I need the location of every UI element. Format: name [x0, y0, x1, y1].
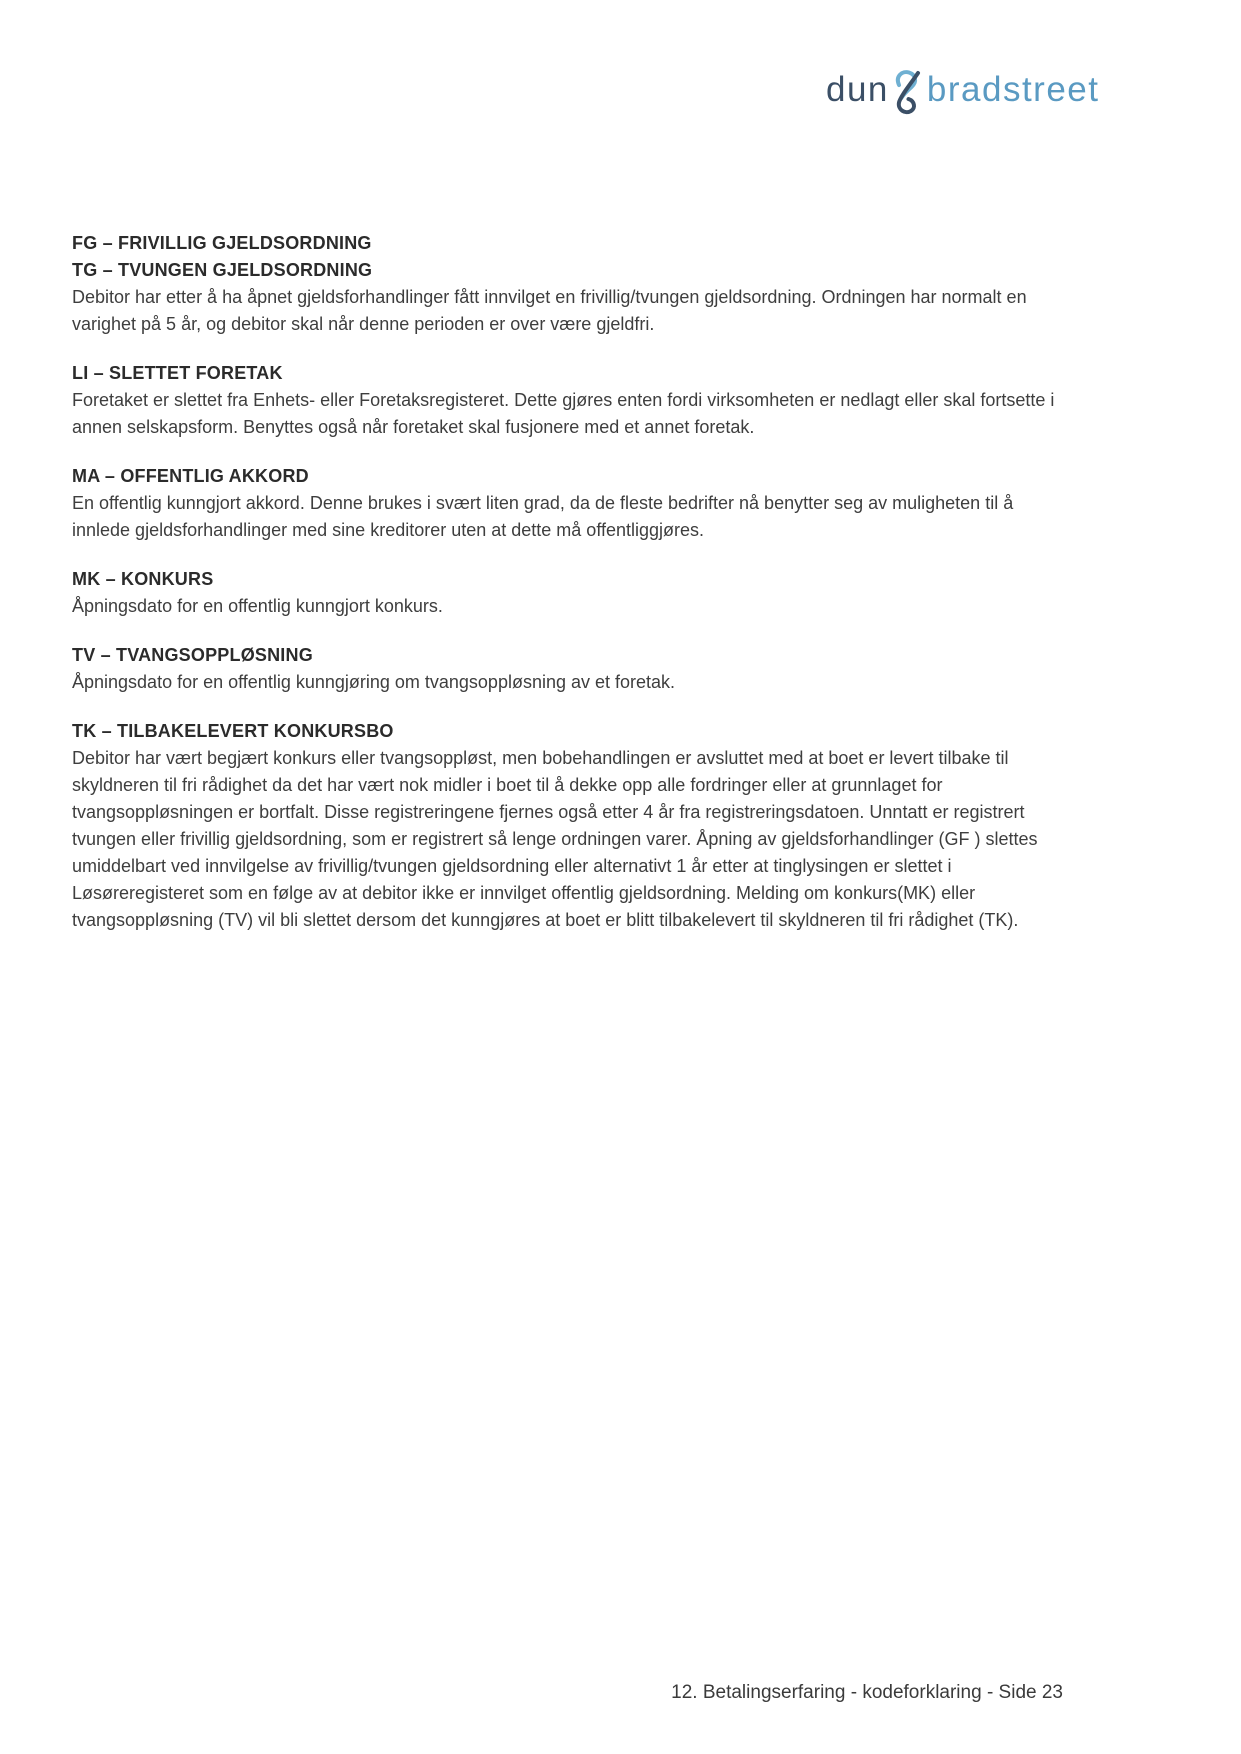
section-heading: TG – TVUNGEN GJELDSORDNING: [72, 260, 373, 280]
section-heading: LI – SLETTET FORETAK: [72, 363, 283, 383]
section-body: Debitor har vært begjært konkurs eller tvangsoppløst, men bobehandlingen er avsluttet med at boet er levert tilbake til skyldneren til fri rådighet da det har vært nok midler i boet til å dekke opp alle fordringer eller at grunnlaget for tvangsoppløsningen er bortfalt. Disse registreringene fjernes også etter 4 år fra registreringsdatoen. Unntatt er registrert tvungen eller frivillig gjeldsordning, som er registrert så lenge ordningen varer. Åpning av gjeldsforhandlinger (GF ) slettes umiddelbart ved innvilgelse av frivillig/tvungen gjeldsordning eller alternativt 1 år etter at tinglysingen er slettet i Løsøreregisteret som en følge av at debitor ikke er innvilget offentlig gjeldsordning. Melding om konkurs(MK) eller tvangsoppløsning (TV) vil bli slettet dersom det kunngjøres at boet er blitt tilbakelevert til skyldneren til fri rådighet (TK).: [72, 748, 1038, 930]
section-heading: FG – FRIVILLIG GJELDSORDNING: [72, 233, 372, 253]
logo-text-dun: dun: [826, 70, 889, 109]
page-footer: 12. Betalingserfaring - kodeforklaring - Side 23: [671, 1682, 1063, 1703]
document-content: [72, 230, 1064, 956]
section-tv: [72, 642, 1064, 696]
section-mk: [72, 566, 1064, 620]
section-heading: TK – TILBAKELEVERT KONKURSBO: [72, 721, 394, 741]
dun-bradstreet-logo: [826, 66, 1100, 114]
section-body: Åpningsdato for en offentlig kunngjøring om tvangsoppløsning av et foretak.: [72, 672, 676, 692]
section-body: Foretaket er slettet fra Enhets- eller Foretaksregisteret. Dette gjøres enten fordi virksomheten er nedlagt eller skal fortsette i annen selskapsform. Benyttes også når foretaket skal fusjonere med et annet foretak.: [72, 390, 1055, 437]
section-tk: [72, 718, 1064, 934]
section-heading: TV – TVANGSOPPLØSNING: [72, 645, 313, 665]
section-body: Åpningsdato for en offentlig kunngjort konkurs.: [72, 596, 443, 616]
section-body: En offentlig kunngjort akkord. Denne brukes i svært liten grad, da de fleste bedrifter nå benytter seg av muligheten til å innlede gjeldsforhandlinger med sine kreditorer uten at dette må offentliggjøres.: [72, 493, 1014, 540]
section-fg-tg: [72, 230, 1064, 338]
section-ma: [72, 463, 1064, 544]
ampersand-icon: [891, 69, 925, 117]
section-heading: MA – OFFENTLIG AKKORD: [72, 466, 309, 486]
section-heading: MK – KONKURS: [72, 569, 214, 589]
section-body: Debitor har etter å ha åpnet gjeldsforhandlinger fått innvilget en frivillig/tvungen gjeldsordning. Ordningen har normalt en varighet på 5 år, og debitor skal når denne perioden er over være gjeldfri.: [72, 287, 1027, 334]
section-li: [72, 360, 1064, 441]
logo-text-bradstreet: bradstreet: [926, 70, 1100, 109]
